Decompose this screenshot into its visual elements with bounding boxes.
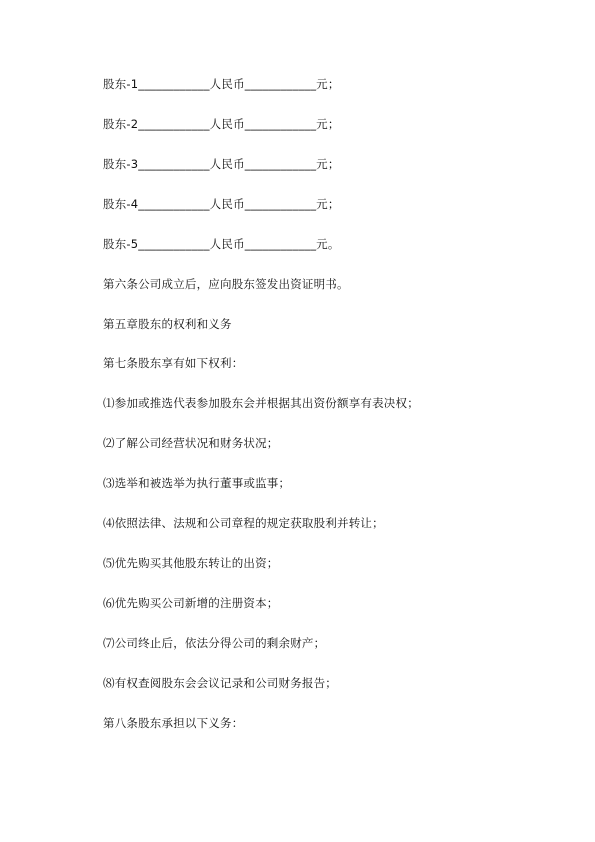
article-6-text: 第六条公司成立后，应向股东签发出资证明书。 xyxy=(103,277,349,291)
right-item-4: ⑷依照法律、法规和公司章程的规定获取股利并转让； xyxy=(103,516,384,530)
right-item-7: ⑺公司终止后，依法分得公司的剩余财产； xyxy=(103,636,326,650)
right-item-6: ⑹优先购买公司新增的注册资本； xyxy=(103,596,279,610)
right-item-2: ⑵了解公司经营状况和财务状况； xyxy=(103,436,279,450)
shareholder-4-line: 股东-4____________人民币____________元； xyxy=(103,197,340,211)
right-item-5: ⑸优先购买其他股东转让的出资； xyxy=(103,556,279,570)
shareholder-2-line: 股东-2____________人民币____________元； xyxy=(103,117,340,131)
right-item-8: ⑻有权查阅股东会会议记录和公司财务报告； xyxy=(103,676,337,690)
shareholder-5-line: 股东-5____________人民币____________元。 xyxy=(103,237,340,251)
shareholder-3-line: 股东-3____________人民币____________元； xyxy=(103,157,340,171)
chapter-5-heading: 第五章股东的权利和义务 xyxy=(103,317,232,331)
right-item-3: ⑶选举和被选举为执行董事或监事； xyxy=(103,476,291,490)
article-7-heading: 第七条股东享有如下权利： xyxy=(103,356,244,370)
right-item-1: ⑴参加或推选代表参加股东会并根据其出资份额享有表决权； xyxy=(103,396,419,410)
article-8-heading: 第八条股东承担以下义务： xyxy=(103,716,244,730)
shareholder-1-line: 股东-1____________人民币____________元； xyxy=(103,77,340,91)
